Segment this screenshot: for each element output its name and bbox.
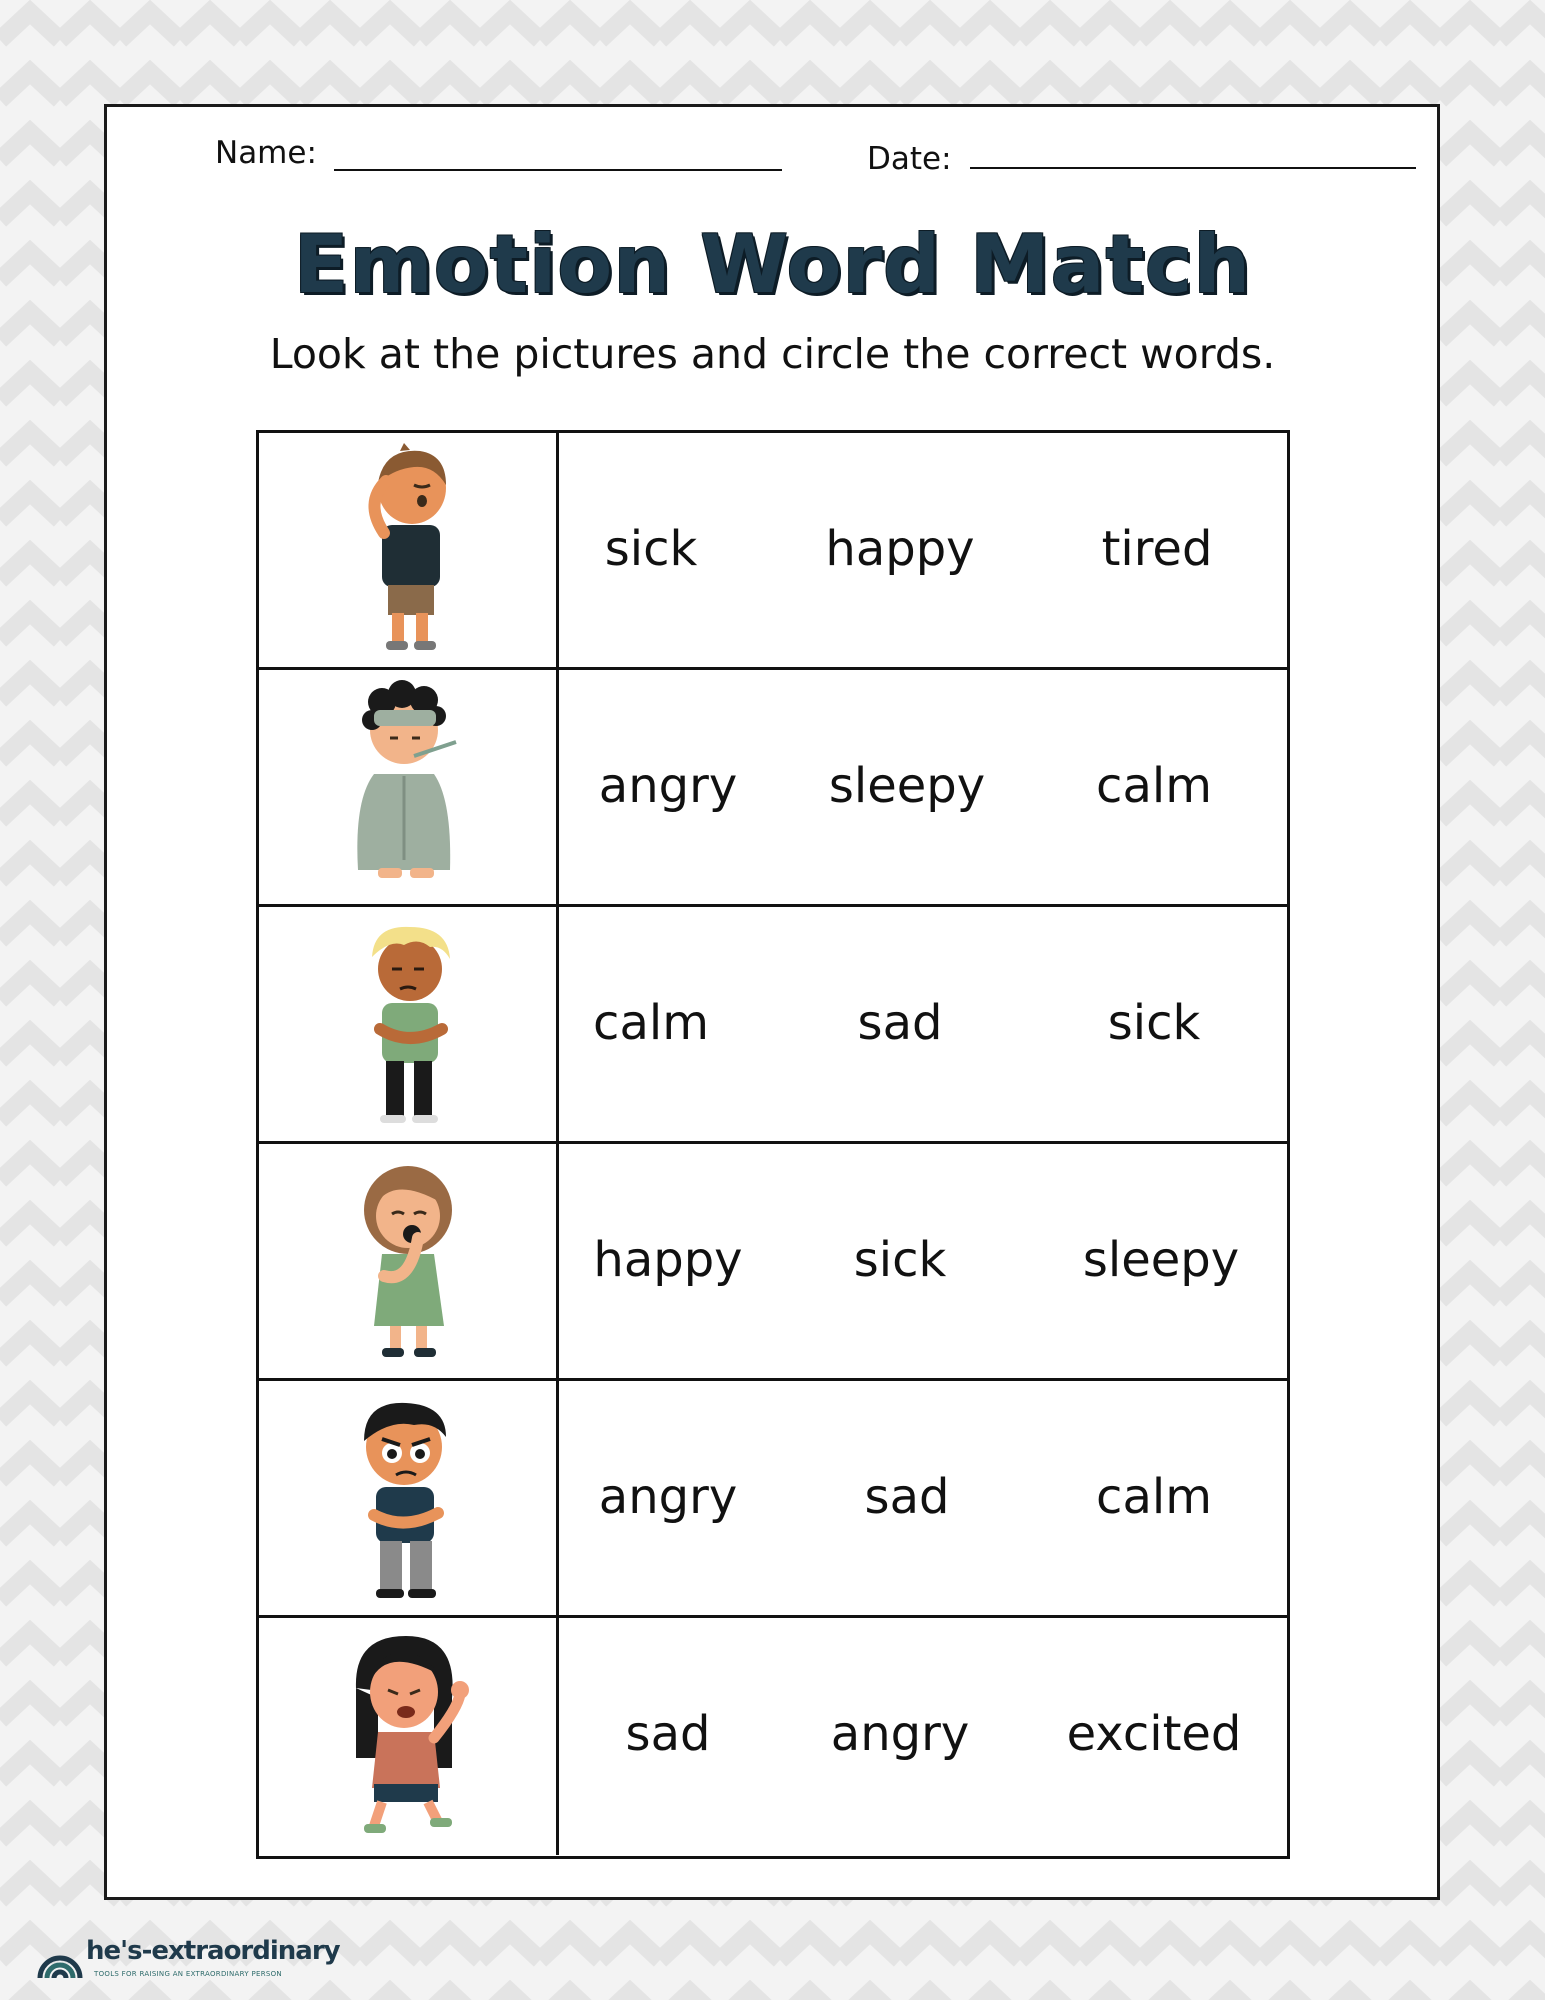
- name-label: Name:: [215, 135, 317, 171]
- child-yawning-icon: [334, 443, 484, 658]
- picture-cell: [259, 1618, 559, 1855]
- word-option[interactable]: angry: [830, 1706, 970, 1762]
- word-option[interactable]: sleepy: [828, 758, 986, 814]
- rainbow-icon: [36, 1936, 84, 1980]
- date-field[interactable]: [970, 167, 1416, 169]
- date-label: Date:: [867, 141, 952, 177]
- word-option[interactable]: sad: [857, 995, 943, 1051]
- picture-cell: [259, 1381, 559, 1615]
- word-option[interactable]: calm: [1096, 758, 1212, 814]
- word-option[interactable]: angry: [598, 1469, 738, 1525]
- picture-cell: [259, 670, 559, 904]
- word-option[interactable]: happy: [593, 1232, 743, 1288]
- girl-giggling-icon: [334, 1154, 484, 1369]
- table-row: [259, 670, 1287, 907]
- brand-tagline: TOOLS FOR RAISING AN EXTRAORDINARY PERSON: [94, 1970, 282, 1978]
- word-option[interactable]: tired: [1101, 521, 1213, 577]
- word-option[interactable]: sick: [1107, 995, 1201, 1051]
- word-option[interactable]: sad: [625, 1706, 711, 1762]
- brand-logo: [36, 1936, 340, 1984]
- table-row: [259, 1618, 1287, 1855]
- table-row: [259, 1381, 1287, 1618]
- word-option[interactable]: sleepy: [1082, 1232, 1240, 1288]
- picture-cell: [259, 433, 559, 667]
- girl-laughing-icon: [334, 1628, 484, 1843]
- word-option[interactable]: sick: [604, 521, 698, 577]
- word-option[interactable]: sad: [864, 1469, 950, 1525]
- word-option[interactable]: angry: [598, 758, 738, 814]
- word-option[interactable]: calm: [593, 995, 709, 1051]
- emotion-table: [256, 430, 1290, 1859]
- instructions-text: Look at the pictures and circle the correct words.: [269, 330, 1276, 378]
- word-option[interactable]: happy: [825, 521, 975, 577]
- picture-cell: [259, 1144, 559, 1378]
- boy-frowning-icon: [334, 1391, 484, 1606]
- brand-name: he's-extraordinary: [86, 1936, 340, 1966]
- word-option[interactable]: calm: [1096, 1469, 1212, 1525]
- word-option[interactable]: sick: [853, 1232, 947, 1288]
- child-sick-icon: [334, 680, 484, 895]
- table-row: [259, 907, 1287, 1144]
- word-option[interactable]: excited: [1066, 1706, 1242, 1762]
- table-row: [259, 1144, 1287, 1381]
- picture-cell: [259, 907, 559, 1141]
- page-title: Emotion Word Match: [293, 218, 1252, 311]
- table-row: [259, 433, 1287, 670]
- name-field[interactable]: [334, 169, 782, 171]
- child-arms-crossed-icon: [334, 917, 484, 1132]
